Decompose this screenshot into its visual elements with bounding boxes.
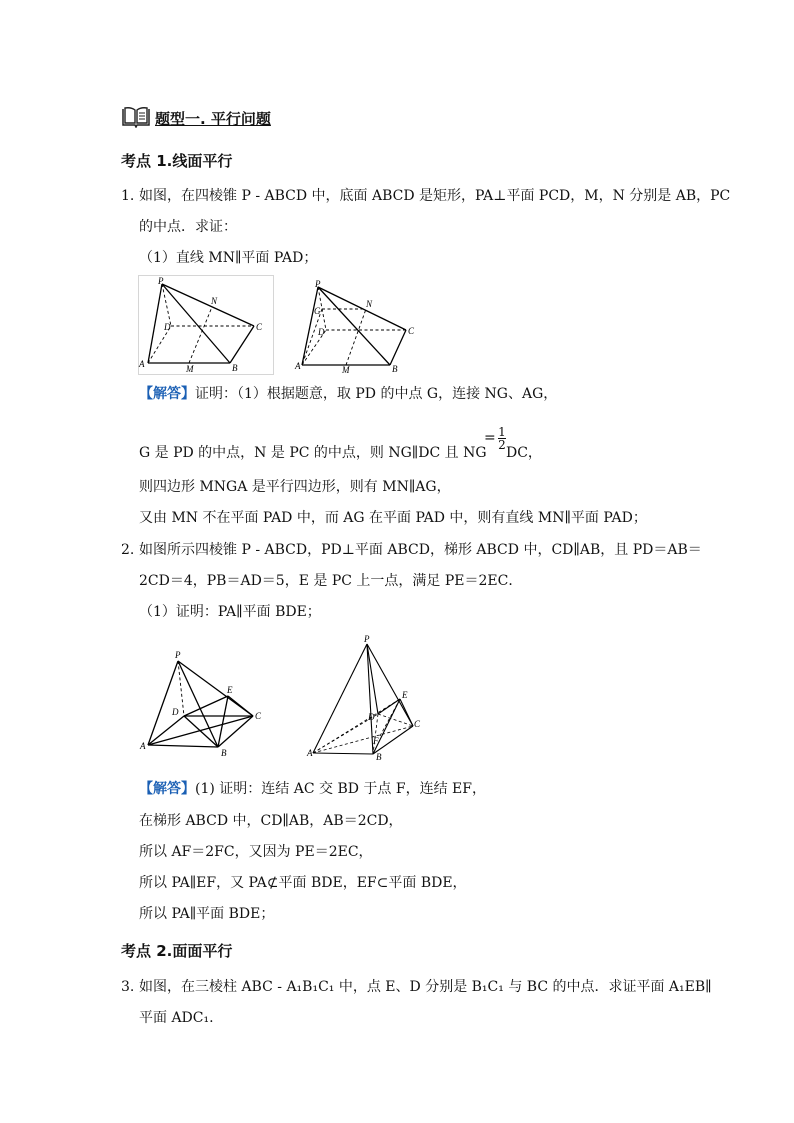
q2-answer-line2: 在梯形 ABCD 中，CD∥AB，AB＝2CD，: [139, 813, 403, 829]
q2-answer-line3: 所以 AF＝2FC，又因为 PE＝2EC，: [139, 844, 373, 860]
fig4-label-a: A: [307, 748, 313, 758]
fraction-equals: =: [484, 430, 496, 446]
fraction-denominator: 2: [498, 438, 506, 452]
fig2-label-c: C: [408, 326, 415, 336]
fig2-label-a: A: [295, 361, 301, 371]
fig3-label-e: E: [227, 685, 233, 695]
fig4-label-d: D: [368, 712, 375, 722]
fig2-label-m: M: [342, 365, 350, 373]
fraction-numerator: 1: [498, 425, 506, 439]
q2-answer-line5: 所以 PA∥平面 BDE；: [139, 906, 275, 922]
fig1-label-b: B: [232, 363, 238, 373]
fig2-label-p: P: [315, 279, 321, 289]
fig3-label-a: A: [140, 741, 146, 751]
q2-line1: 如图所示四棱锥 P - ABCD，PD⊥平面 ABCD，梯形 ABCD 中，CD∥AB，且 PD＝AB＝: [139, 542, 702, 558]
kp2-title: 考点 2.面面平行: [121, 942, 233, 960]
q2-answer-tag: 【解答】: [139, 781, 195, 797]
fig1-label-n: N: [211, 296, 218, 306]
fig1-label-d: D: [164, 322, 171, 332]
fig4-label-e: E: [402, 690, 408, 700]
fig2-label-g: G: [314, 306, 321, 316]
fig2-label-b: B: [392, 364, 398, 373]
fig1-label-c: C: [256, 322, 263, 332]
kp1-title: 考点 1.线面平行: [121, 152, 233, 170]
fig1-label-a: A: [139, 359, 145, 369]
figure-3: [138, 645, 268, 760]
fig3-label-c: C: [255, 711, 262, 721]
q1-answer-tag: 【解答】: [139, 386, 195, 402]
q1-line1: 如图，在四棱锥 P - ABCD 中，底面 ABCD 是矩形，PA⊥平面 PCD，M，N 分别是 AB，PC: [139, 188, 731, 204]
q2-answer-line4: 所以 PA∥EF，又 PA⊄平面 BDE，EF⊂平面 BDE，: [139, 875, 467, 891]
q3-number: 3.: [121, 979, 135, 995]
q3-line2: 平面 ADC₁.: [139, 1010, 214, 1026]
figure-4: [305, 632, 430, 762]
fig2-label-n: N: [366, 299, 373, 309]
fig1-label-m: M: [186, 364, 194, 374]
fig3-label-d: D: [172, 707, 179, 717]
fig3-label-p: P: [175, 650, 181, 660]
q2-line2: 2CD＝4，PB＝AD＝5，E 是 PC 上一点，满足 PE＝2EC．: [139, 573, 523, 589]
q2-answer-line1: (1) 证明：连结 AC 交 BD 于点 F，连结 EF，: [195, 781, 486, 797]
q3-line1: 如图，在三棱柱 ABC - A₁B₁C₁ 中，点 E、D 分别是 B₁C₁ 与 BC 的中点．求证平面 A₁EB∥: [139, 979, 712, 995]
q1-answer-line1: 证明：（1）根据题意，取 PD 的中点 G，连接 NG、AG，: [195, 386, 558, 402]
fig4-label-b: B: [376, 752, 382, 762]
q1-answer-line2b: DC，: [506, 445, 542, 461]
fig1-label-p: P: [158, 276, 164, 286]
figure-1: [138, 275, 274, 375]
q1-answer-line4: 又由 MN 不在平面 PAD 中，而 AG 在平面 PAD 中，则有直线 MN∥平面 PAD；: [139, 510, 647, 526]
fig4-label-c: C: [414, 719, 421, 729]
fig4-label-f: F: [373, 736, 379, 746]
q2-number: 2.: [121, 542, 135, 558]
q2-part1: （1）证明：PA∥平面 BDE；: [139, 604, 321, 620]
section-title: 题型一. 平行问题: [155, 110, 271, 128]
fig4-label-p: P: [364, 634, 370, 644]
fig2-label-d: D: [318, 327, 325, 337]
book-icon: [121, 106, 151, 128]
q1-answer-line2a: G 是 PD 的中点，N 是 PC 的中点，则 NG∥DC 且 NG: [139, 445, 487, 461]
q1-part1: （1）直线 MN∥平面 PAD；: [139, 250, 318, 266]
q1-answer-line3: 则四边形 MNGA 是平行四边形，则有 MN∥AG，: [139, 479, 451, 495]
figure-2: [294, 277, 420, 373]
fig3-label-b: B: [221, 748, 227, 758]
q1-number: 1.: [121, 188, 135, 204]
q1-line2: 的中点．求证：: [139, 219, 237, 235]
